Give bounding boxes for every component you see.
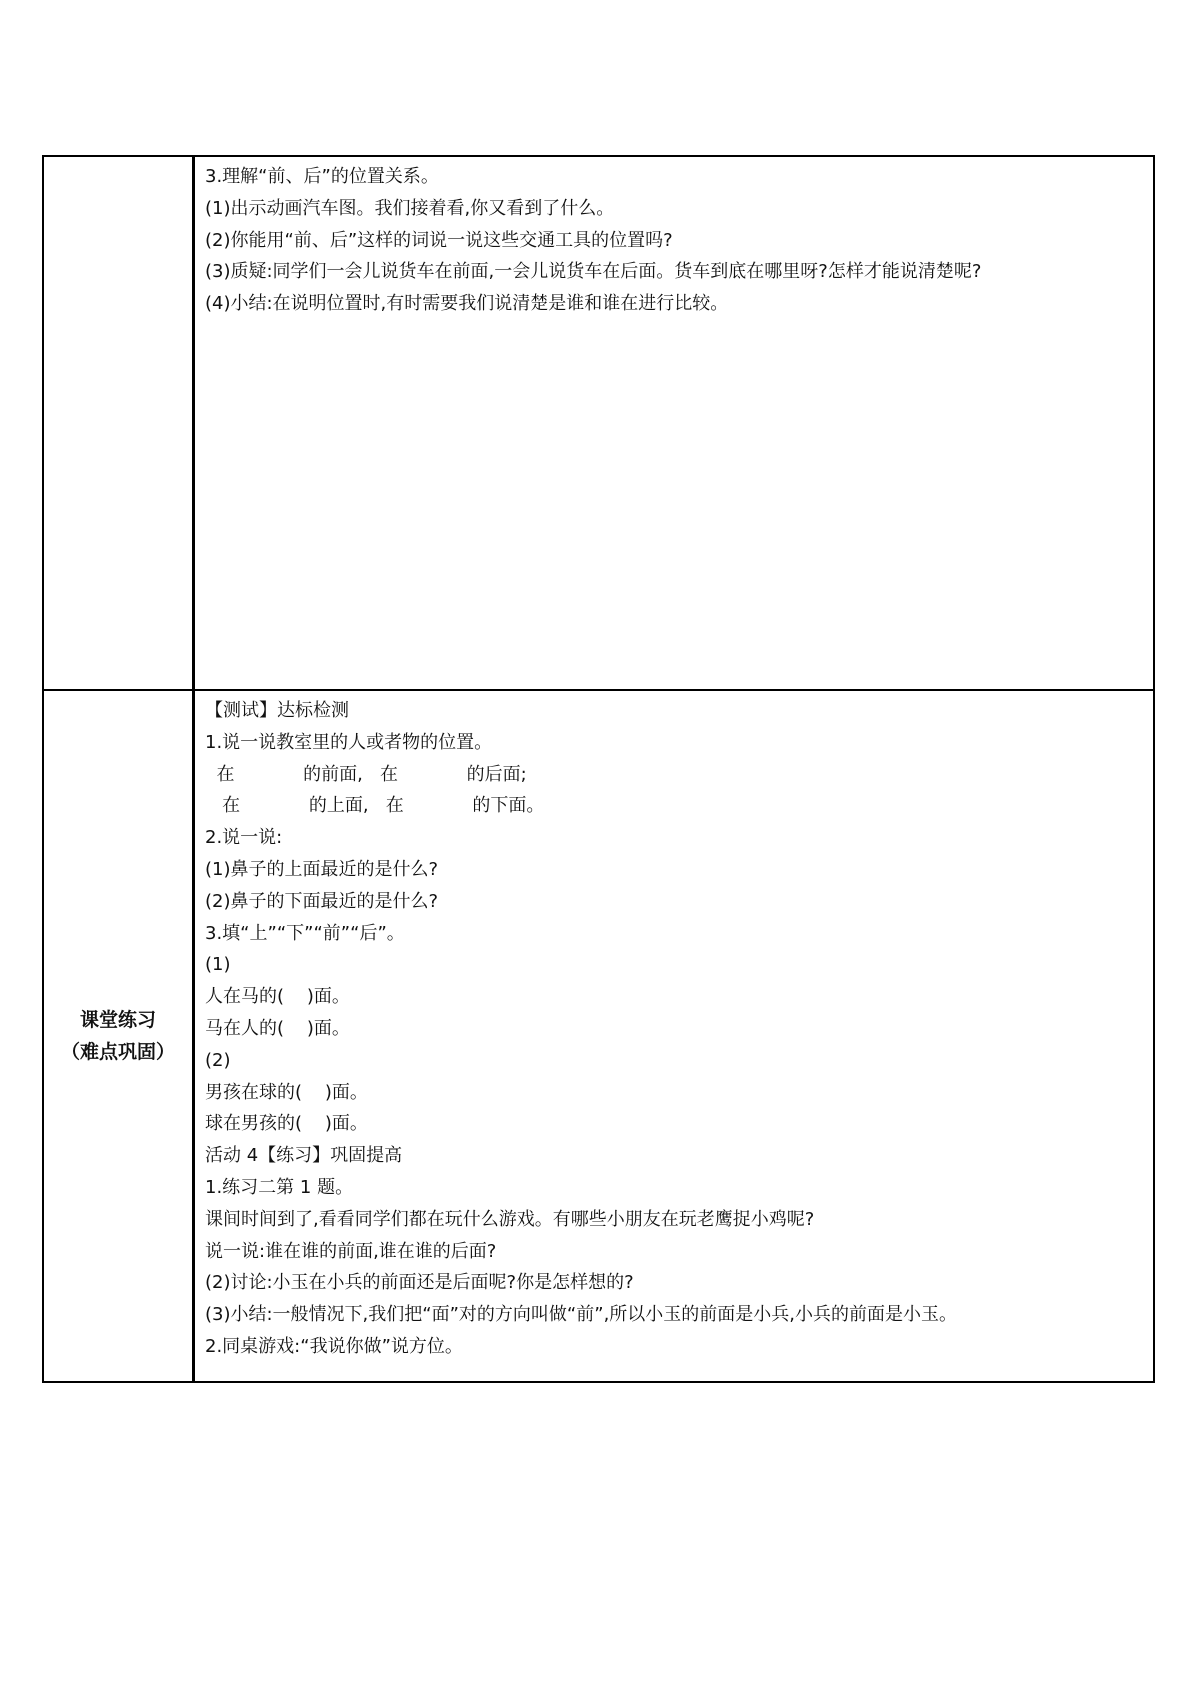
- text-line: (1)鼻子的上面最近的是什么?: [205, 858, 439, 880]
- table-row: [43, 156, 1154, 690]
- text-line: (2)你能用“前、后”这样的词说一说这些交通工具的位置吗?: [205, 229, 673, 251]
- text-line: (1): [205, 954, 231, 976]
- text-line: 3.填“上”“下”“前”“后”。: [205, 922, 405, 944]
- text-line: 在 的上面, 在 的下面。: [205, 795, 545, 817]
- text-line: (1)出示动画汽车图。我们接着看,你又看到了什么。: [205, 197, 615, 219]
- lesson-plan-table: [42, 155, 1155, 1383]
- text-line: (3)小结:一般情况下,我们把“面”对的方向叫做“前”,所以小玉的前面是小兵,小兵的前面是小玉。: [205, 1304, 958, 1326]
- section-content: [195, 157, 1153, 320]
- text-line: (3)质疑:同学们一会儿说货车在前面,一会儿说货车在后面。货车到底在哪里呀?怎样才能说清楚呢?: [205, 261, 982, 283]
- text-line: (4)小结:在说明位置时,有时需要我们说清楚是谁和谁在进行比较。: [205, 293, 729, 315]
- text-line: 2.同桌游戏:“我说你做”说方位。: [205, 1335, 463, 1357]
- text-line: 男孩在球的( )面。: [205, 1081, 368, 1103]
- text-line: 活动 4【练习】巩固提高: [205, 1145, 403, 1167]
- section-content-cell: [194, 156, 1155, 690]
- section-content: [195, 691, 1153, 1363]
- section-label-title: 课堂练习: [79, 1009, 156, 1031]
- text-line: 人在马的( )面。: [205, 986, 350, 1008]
- text-line: 1.练习二第 1 题。: [205, 1176, 354, 1198]
- text-line: 马在人的( )面。: [205, 1017, 350, 1039]
- section-label-subtitle: （难点巩固）: [60, 1041, 175, 1063]
- text-line: 在 的前面, 在 的后面;: [205, 763, 527, 785]
- text-line: 课间时间到了,看看同学们都在玩什么游戏。有哪些小朋友在玩老鹰捉小鸡呢?: [205, 1208, 815, 1230]
- section-label-cell: [43, 690, 194, 1382]
- text-line: (2)鼻子的下面最近的是什么?: [205, 890, 439, 912]
- text-line: 1.说一说教室里的人或者物的位置。: [205, 731, 493, 753]
- section-content-cell: [194, 690, 1155, 1382]
- table-row: [43, 690, 1154, 1382]
- text-line: (2)讨论:小玉在小兵的前面还是后面呢?你是怎样想的?: [205, 1272, 634, 1294]
- text-line: 2.说一说:: [205, 827, 283, 849]
- text-line: (2): [205, 1049, 231, 1071]
- text-line: 【测试】达标检测: [205, 700, 349, 721]
- text-line: 说一说:谁在谁的前面,谁在谁的后面?: [205, 1240, 497, 1262]
- section-label-cell: [43, 156, 194, 690]
- text-line: 球在男孩的( )面。: [205, 1113, 368, 1135]
- text-line: 3.理解“前、后”的位置关系。: [205, 166, 439, 187]
